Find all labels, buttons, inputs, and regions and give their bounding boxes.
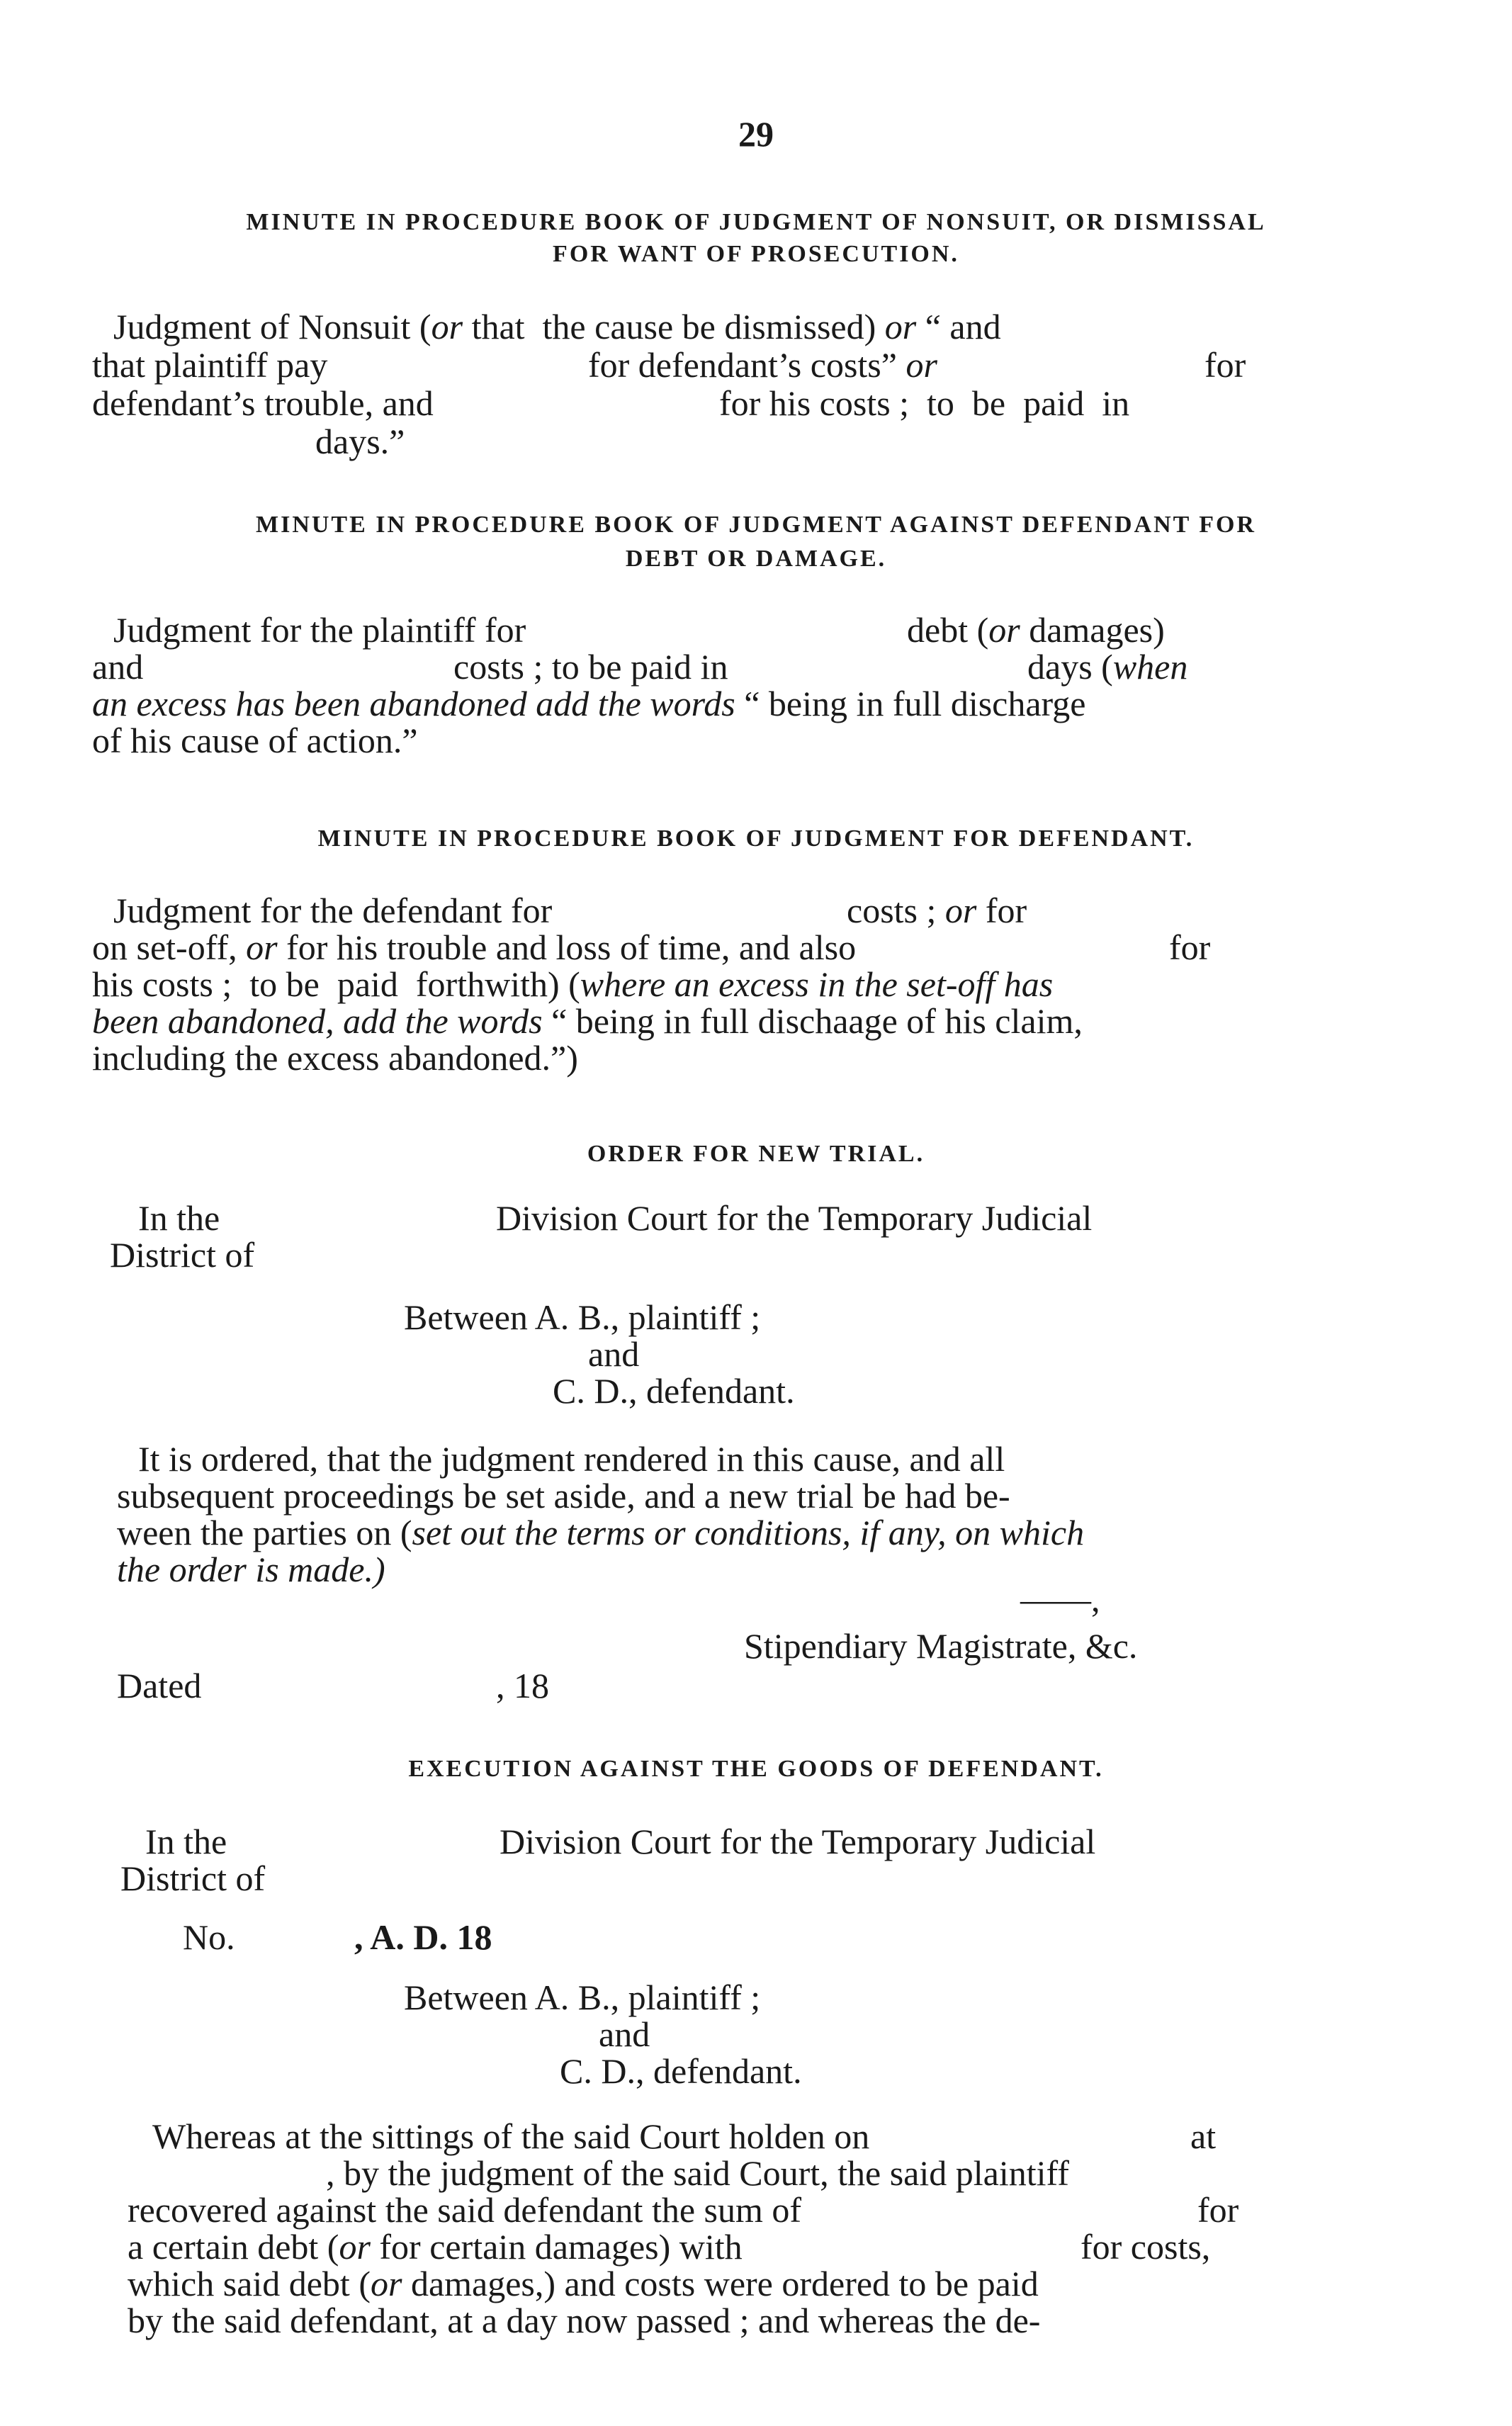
exec-between-3: C. D., defendant.: [560, 2051, 802, 2091]
exec-court-left-1: In the: [145, 1822, 227, 1861]
heading-nonsuit-line1: MINUTE IN PROCEDURE BOOK OF JUDGMENT OF NONSUIT, OR DISMISSAL: [246, 209, 1266, 235]
exec-line-1b: at: [1190, 2116, 1217, 2156]
debt-line-1b: debt (or damages): [907, 610, 1165, 650]
exec-no-date: , A. D. 18: [354, 1917, 492, 1957]
defendant-line-3: his costs ; to be paid forthwith) (where an excess in the set-off has: [92, 964, 1054, 1004]
exec-line-5: which said debt (or damages,) and costs were ordered to be paid: [128, 2264, 1039, 2303]
trial-line-3: ween the parties on (set out the terms or conditions, if any, on which: [117, 1513, 1085, 1552]
signature-dash: ——,: [1020, 1579, 1100, 1619]
nonsuit-line-3b: for his costs ; to be paid in: [719, 383, 1130, 423]
exec-line-4b: for costs,: [1081, 2227, 1211, 2267]
defendant-line-5: including the excess abandoned.”): [92, 1038, 578, 1078]
exec-no-label: No.: [183, 1917, 235, 1957]
trial-between-1: Between A. B., plaintiff ;: [404, 1297, 761, 1337]
trial-line-2: subsequent proceedings be set aside, and a new trial be had be-: [117, 1476, 1010, 1516]
trial-line-1: It is ordered, that the judgment rendered in this cause, and all: [138, 1439, 1005, 1479]
defendant-line-1b: costs ; or for: [847, 891, 1027, 930]
exec-line-3: recovered against the said defendant the sum of: [128, 2190, 802, 2230]
debt-line-1: Judgment for the plaintiff for: [96, 610, 526, 650]
exec-line-6: by the said defendant, at a day now passed ; and whereas the de-: [128, 2301, 1041, 2340]
debt-line-2c: days (when: [1027, 647, 1188, 687]
dated-label: Dated: [117, 1666, 202, 1705]
defendant-line-4: been abandoned, add the words “ being in full dischaage of his claim,: [92, 1001, 1083, 1041]
dated-year: , 18: [496, 1666, 549, 1705]
trial-court-left-1: In the: [138, 1198, 220, 1238]
nonsuit-line-2b: for defendant’s costs” or: [588, 345, 937, 385]
debt-line-2: and: [92, 647, 144, 687]
exec-between-1: Between A. B., plaintiff ;: [404, 1978, 761, 2017]
trial-between-3: C. D., defendant.: [553, 1371, 795, 1411]
signature-title: Stipendiary Magistrate, &c.: [744, 1626, 1138, 1666]
heading-execution: EXECUTION AGAINST THE GOODS OF DEFENDANT.: [408, 1756, 1104, 1782]
nonsuit-line-2c: for: [1204, 345, 1246, 385]
exec-line-3b: for: [1197, 2190, 1239, 2230]
exec-court-left-2: District of: [120, 1858, 266, 1898]
heading-debt-line1: MINUTE IN PROCEDURE BOOK OF JUDGMENT AGAINST DEFENDANT FOR: [256, 512, 1256, 538]
exec-line-4: a certain debt (or for certain damages) with: [128, 2227, 743, 2267]
trial-court-right: Division Court for the Temporary Judicial: [496, 1198, 1093, 1238]
nonsuit-line-1: Judgment of Nonsuit (or that the cause be dismissed) or “ and: [113, 307, 1001, 346]
trial-line-4: the order is made.): [117, 1550, 385, 1589]
nonsuit-line-2: that plaintiff pay: [92, 345, 328, 385]
heading-debt-line2: DEBT OR DAMAGE.: [625, 546, 887, 572]
heading-for-defendant: MINUTE IN PROCEDURE BOOK OF JUDGMENT FOR DEFENDANT.: [317, 825, 1195, 852]
debt-line-4: of his cause of action.”: [92, 721, 418, 760]
defendant-line-2: on set-off, or for his trouble and loss of time, and also: [92, 927, 857, 967]
trial-between-2: and: [588, 1334, 640, 1374]
heading-nonsuit-line2: FOR WANT OF PROSECUTION.: [553, 241, 959, 267]
debt-line-2b: costs ; to be paid in: [453, 647, 728, 687]
debt-line-3: an excess has been abandoned add the words “ being in full discharge: [92, 684, 1086, 723]
exec-line-2: , by the judgment of the said Court, the said plaintiff: [326, 2153, 1069, 2193]
heading-new-trial: ORDER FOR NEW TRIAL.: [587, 1141, 925, 1167]
defendant-line-2b: for: [1169, 927, 1211, 967]
page-number: 29: [738, 114, 774, 154]
nonsuit-line-3: defendant’s trouble, and: [92, 383, 434, 423]
exec-between-2: and: [599, 2014, 650, 2054]
exec-court-right: Division Court for the Temporary Judicial: [500, 1822, 1096, 1861]
trial-court-left-2: District of: [110, 1235, 255, 1275]
exec-line-1: Whereas at the sittings of the said Court holden on: [152, 2116, 870, 2156]
nonsuit-line-4: days.”: [315, 422, 405, 461]
defendant-line-1: Judgment for the defendant for: [113, 891, 553, 930]
